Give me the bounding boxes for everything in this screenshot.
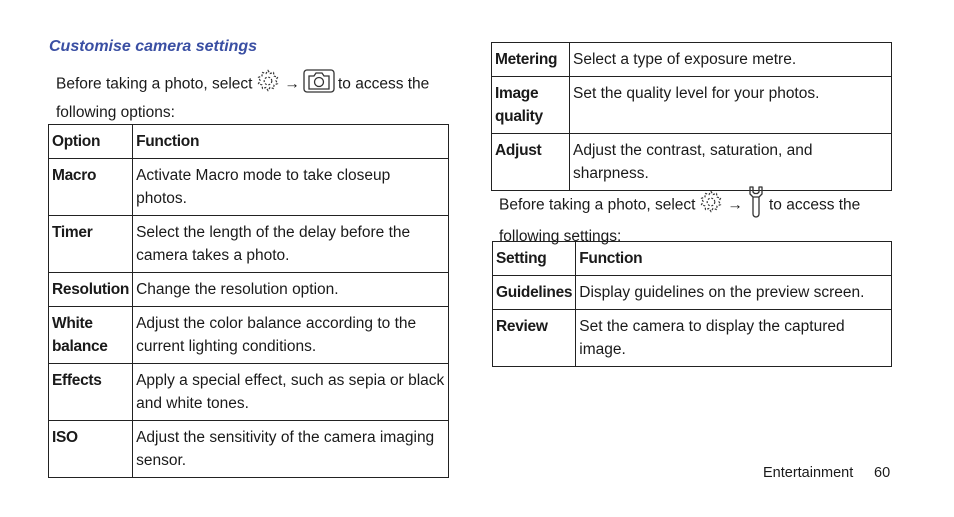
- table-row: [493, 310, 892, 367]
- table-row: [49, 159, 449, 216]
- option-name: Resolution: [49, 273, 133, 307]
- intro-text-line2: following options:: [56, 104, 175, 121]
- header-cell: Option: [49, 125, 133, 159]
- option-description: Select the length of the delay before the camera takes a photo.: [133, 216, 449, 273]
- options-table: [48, 124, 449, 478]
- option-name: Image quality: [492, 77, 570, 134]
- table-row: [493, 276, 892, 310]
- header-cell: Function: [133, 125, 449, 159]
- section-heading: Customise camera settings: [49, 38, 258, 55]
- option-name: Metering: [492, 43, 570, 77]
- options-table-continued: [491, 42, 892, 191]
- header-cell: Setting: [493, 242, 576, 276]
- gear-icon: [255, 68, 281, 101]
- option-name: White balance: [49, 307, 133, 364]
- table-row: [492, 134, 892, 191]
- settings-table: [492, 241, 892, 367]
- table-row: [49, 421, 449, 478]
- option-name: ISO: [49, 421, 133, 478]
- option-name: Macro: [49, 159, 133, 216]
- intro-text-post: to access the: [768, 196, 861, 214]
- table-row: [49, 273, 449, 307]
- intro-text-post: to access the: [337, 75, 430, 93]
- table-row: [492, 77, 892, 134]
- intro-text-pre: Before taking a photo, select: [499, 196, 696, 214]
- option-description: Set the quality level for your photos.: [570, 77, 892, 134]
- arrow-symbol: →: [284, 75, 300, 93]
- setting-description: Set the camera to display the captured image.: [576, 310, 892, 367]
- option-description: Adjust the contrast, saturation, and sharpness.: [570, 134, 892, 191]
- option-name: Timer: [49, 216, 133, 273]
- table-header-row: [49, 125, 449, 159]
- option-description: Adjust the color balance according to the current lighting conditions.: [133, 307, 449, 364]
- table-header-row: [493, 242, 892, 276]
- intro-text-line2: following settings:: [499, 228, 622, 245]
- table-row: [49, 216, 449, 273]
- header-cell: Function: [576, 242, 892, 276]
- intro-text-pre: Before taking a photo, select: [56, 75, 253, 93]
- option-description: Adjust the sensitivity of the camera imaging sensor.: [133, 421, 449, 478]
- intro-paragraph-settings: [499, 186, 899, 248]
- option-name: Effects: [49, 364, 133, 421]
- table-row: [49, 364, 449, 421]
- option-description: Change the resolution option.: [133, 273, 449, 307]
- arrow-symbol: →: [727, 196, 743, 214]
- option-description: Activate Macro mode to take closeup photos.: [133, 159, 449, 216]
- setting-name: Review: [493, 310, 576, 367]
- footer-page-number: 60: [874, 465, 891, 481]
- footer-section-name: Entertainment: [763, 465, 854, 481]
- option-name: Adjust: [492, 134, 570, 191]
- table-row: [492, 43, 892, 77]
- camera-icon: [303, 68, 335, 101]
- gear-icon: [698, 189, 724, 222]
- table-row: [49, 307, 449, 364]
- wrench-icon: [746, 186, 766, 225]
- option-description: Select a type of exposure metre.: [570, 43, 892, 77]
- option-description: Apply a special effect, such as sepia or black and white tones.: [133, 364, 449, 421]
- setting-name: Guidelines: [493, 276, 576, 310]
- setting-description: Display guidelines on the preview screen.: [576, 276, 892, 310]
- intro-paragraph-options: [56, 68, 456, 124]
